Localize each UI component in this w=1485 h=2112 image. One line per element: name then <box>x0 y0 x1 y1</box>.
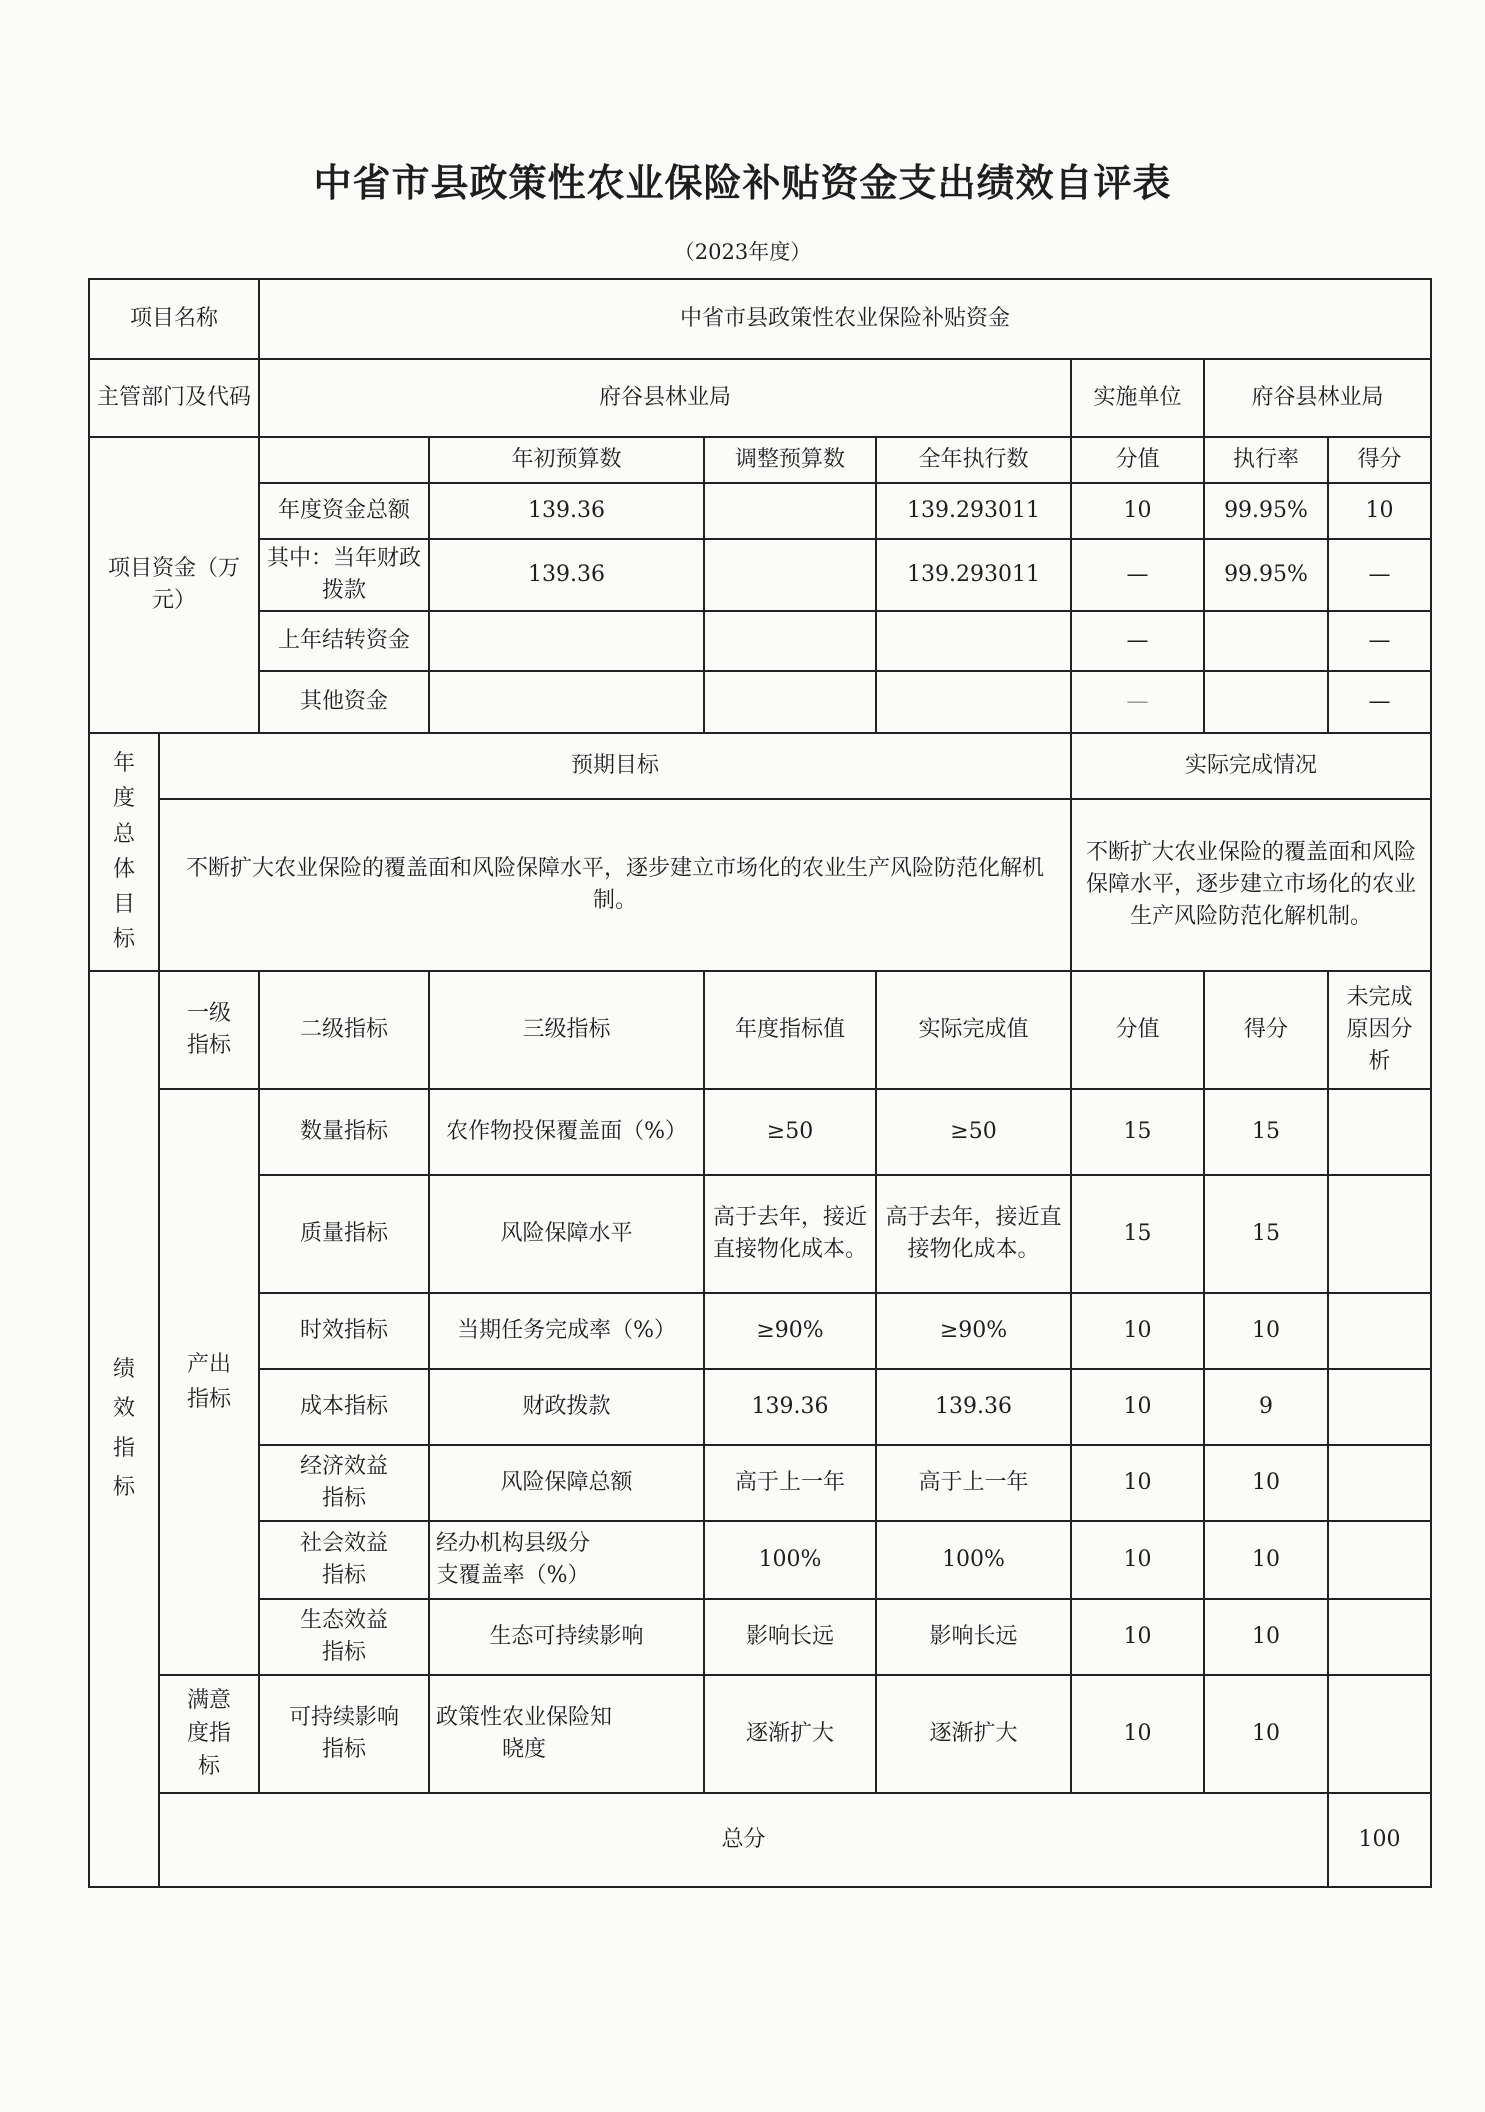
funds-header-score: 得分 <box>1328 437 1431 483</box>
indicator-level2: 成本指标 <box>259 1369 429 1445</box>
indicator-level3: 生态可持续影响 <box>429 1599 704 1675</box>
page-subtitle: （2023年度） <box>673 240 812 264</box>
funds-header-initial: 年初预算数 <box>429 437 704 483</box>
fund-score-value: — <box>1071 611 1204 671</box>
fund-score-value: — <box>1071 539 1204 611</box>
implementer-value: 府谷县林业局 <box>1204 359 1431 437</box>
department-value: 府谷县林业局 <box>259 359 1071 437</box>
fund-initial <box>429 671 704 733</box>
indicator-actual: 高于上一年 <box>876 1445 1071 1521</box>
fund-rate: 99.95% <box>1204 539 1328 611</box>
funds-row <box>89 611 1431 671</box>
fund-executed: 139.293011 <box>876 483 1071 539</box>
header-level1: 一级指标 <box>159 971 259 1089</box>
indicator-score: 10 <box>1204 1521 1328 1599</box>
indicator-target: 139.36 <box>704 1369 876 1445</box>
indicator-level2: 质量指标 <box>259 1175 429 1293</box>
indicators-label: 绩效指标 <box>89 971 159 1887</box>
fund-adjusted <box>704 671 876 733</box>
indicator-target: 高于去年，接近直接物化成本。 <box>704 1175 876 1293</box>
total-label: 总分 <box>159 1793 1328 1887</box>
fund-score-value: 10 <box>1071 483 1204 539</box>
indicator-level3: 风险保障水平 <box>429 1175 704 1293</box>
header-reason: 未完成原因分析 <box>1328 971 1431 1089</box>
fund-rate <box>1204 611 1328 671</box>
fund-adjusted <box>704 539 876 611</box>
fund-name: 其中：当年财政拨款 <box>259 539 429 611</box>
indicator-target: 逐渐扩大 <box>704 1675 876 1793</box>
indicator-row <box>89 1675 1431 1793</box>
fund-rate: 99.95% <box>1204 483 1328 539</box>
funds-header-executed: 全年执行数 <box>876 437 1071 483</box>
indicator-actual: 139.36 <box>876 1369 1071 1445</box>
annual-goal-row <box>89 799 1431 971</box>
indicator-row <box>89 1175 1431 1293</box>
indicator-row <box>89 1293 1431 1369</box>
department-row <box>89 359 1431 437</box>
header-level2: 二级指标 <box>259 971 429 1089</box>
indicator-reason <box>1328 1521 1431 1599</box>
fund-adjusted <box>704 483 876 539</box>
indicator-score-value: 10 <box>1071 1599 1204 1675</box>
funds-row <box>89 539 1431 611</box>
indicator-header-row <box>89 971 1431 1089</box>
indicator-target: 100% <box>704 1521 876 1599</box>
header-score-value: 分值 <box>1071 971 1204 1089</box>
page-title: 中省市县政策性农业保险补贴资金支出绩效自评表 <box>313 160 1172 205</box>
indicator-reason <box>1328 1175 1431 1293</box>
header-level3: 三级指标 <box>429 971 704 1089</box>
implementer-label: 实施单位 <box>1071 359 1204 437</box>
indicator-reason <box>1328 1445 1431 1521</box>
indicator-target: 高于上一年 <box>704 1445 876 1521</box>
indicator-score-value: 10 <box>1071 1521 1204 1599</box>
actual-goal-text: 不断扩大农业保险的覆盖面和风险保障水平，逐步建立市场化的农业生产风险防范化解机制。 <box>1071 799 1431 971</box>
indicator-reason <box>1328 1369 1431 1445</box>
total-row <box>89 1793 1431 1887</box>
actual-goal-label: 实际完成情况 <box>1071 733 1431 799</box>
indicator-level2: 时效指标 <box>259 1293 429 1369</box>
indicator-level3: 风险保障总额 <box>429 1445 704 1521</box>
fund-adjusted <box>704 611 876 671</box>
indicator-row <box>89 1089 1431 1175</box>
indicator-level2: 可持续影响指标 <box>259 1675 429 1793</box>
funds-header-blank <box>259 437 429 483</box>
indicator-actual: 逐渐扩大 <box>876 1675 1071 1793</box>
fund-score: 10 <box>1328 483 1431 539</box>
indicator-actual: ≥90% <box>876 1293 1071 1369</box>
fund-score: — <box>1328 539 1431 611</box>
indicator-level2: 经济效益指标 <box>259 1445 429 1521</box>
indicator-score-value: 10 <box>1071 1675 1204 1793</box>
indicator-level3: 农作物投保覆盖面（%） <box>429 1089 704 1175</box>
total-score: 100 <box>1328 1793 1431 1887</box>
funds-header-row <box>89 437 1431 483</box>
funds-label: 项目资金（万元） <box>89 437 259 733</box>
indicator-actual: ≥50 <box>876 1089 1071 1175</box>
indicator-score-value: 15 <box>1071 1175 1204 1293</box>
output-indicator-label: 产出指标 <box>159 1089 259 1675</box>
annual-goal-header-row <box>89 733 1431 799</box>
indicator-level3: 当期任务完成率（%） <box>429 1293 704 1369</box>
project-name-value: 中省市县政策性农业保险补贴资金 <box>259 279 1431 359</box>
indicator-target: ≥50 <box>704 1089 876 1175</box>
indicator-level2: 社会效益指标 <box>259 1521 429 1599</box>
fund-name: 年度资金总额 <box>259 483 429 539</box>
indicator-score-value: 10 <box>1071 1445 1204 1521</box>
indicator-reason <box>1328 1675 1431 1793</box>
funds-header-adjusted: 调整预算数 <box>704 437 876 483</box>
indicator-level2: 数量指标 <box>259 1089 429 1175</box>
satisfaction-indicator-label: 满意度指标 <box>159 1675 259 1793</box>
indicator-score-value: 15 <box>1071 1089 1204 1175</box>
indicator-level3: 经办机构县级分支覆盖率（%） <box>429 1521 704 1599</box>
indicator-actual: 100% <box>876 1521 1071 1599</box>
indicator-score: 10 <box>1204 1445 1328 1521</box>
indicator-score: 9 <box>1204 1369 1328 1445</box>
fund-executed <box>876 671 1071 733</box>
funds-row <box>89 483 1431 539</box>
department-label: 主管部门及代码 <box>89 359 259 437</box>
indicator-reason <box>1328 1089 1431 1175</box>
fund-initial: 139.36 <box>429 539 704 611</box>
project-name-row <box>89 279 1431 359</box>
fund-score-value: — <box>1071 671 1204 733</box>
fund-executed: 139.293011 <box>876 539 1071 611</box>
indicator-actual: 高于去年，接近直接物化成本。 <box>876 1175 1071 1293</box>
project-name-label: 项目名称 <box>89 279 259 359</box>
funds-row <box>89 671 1431 733</box>
fund-name: 其他资金 <box>259 671 429 733</box>
evaluation-table <box>88 278 1432 1888</box>
indicator-target: ≥90% <box>704 1293 876 1369</box>
indicator-reason <box>1328 1293 1431 1369</box>
indicator-level3: 财政拨款 <box>429 1369 704 1445</box>
indicator-score: 10 <box>1204 1599 1328 1675</box>
funds-header-rate: 执行率 <box>1204 437 1328 483</box>
indicator-score: 15 <box>1204 1089 1328 1175</box>
indicator-score-value: 10 <box>1071 1293 1204 1369</box>
fund-name: 上年结转资金 <box>259 611 429 671</box>
indicator-score-value: 10 <box>1071 1369 1204 1445</box>
expected-goal-text: 不断扩大农业保险的覆盖面和风险保障水平，逐步建立市场化的农业生产风险防范化解机制。 <box>159 799 1071 971</box>
header-score: 得分 <box>1204 971 1328 1089</box>
indicator-level2: 生态效益指标 <box>259 1599 429 1675</box>
funds-header-score-value: 分值 <box>1071 437 1204 483</box>
fund-rate <box>1204 671 1328 733</box>
header-target: 年度指标值 <box>704 971 876 1089</box>
fund-score: — <box>1328 671 1431 733</box>
fund-initial: 139.36 <box>429 483 704 539</box>
annual-goal-label: 年度总体目标 <box>89 733 159 971</box>
indicator-target: 影响长远 <box>704 1599 876 1675</box>
indicator-row <box>89 1521 1431 1599</box>
indicator-score: 10 <box>1204 1675 1328 1793</box>
indicator-level3: 政策性农业保险知晓度 <box>429 1675 704 1793</box>
indicator-row <box>89 1445 1431 1521</box>
indicator-row <box>89 1369 1431 1445</box>
fund-score: — <box>1328 611 1431 671</box>
expected-goal-label: 预期目标 <box>159 733 1071 799</box>
indicator-score: 10 <box>1204 1293 1328 1369</box>
indicator-actual: 影响长远 <box>876 1599 1071 1675</box>
indicator-row <box>89 1599 1431 1675</box>
fund-initial <box>429 611 704 671</box>
indicator-score: 15 <box>1204 1175 1328 1293</box>
header-actual: 实际完成值 <box>876 971 1071 1089</box>
indicator-reason <box>1328 1599 1431 1675</box>
fund-executed <box>876 611 1071 671</box>
